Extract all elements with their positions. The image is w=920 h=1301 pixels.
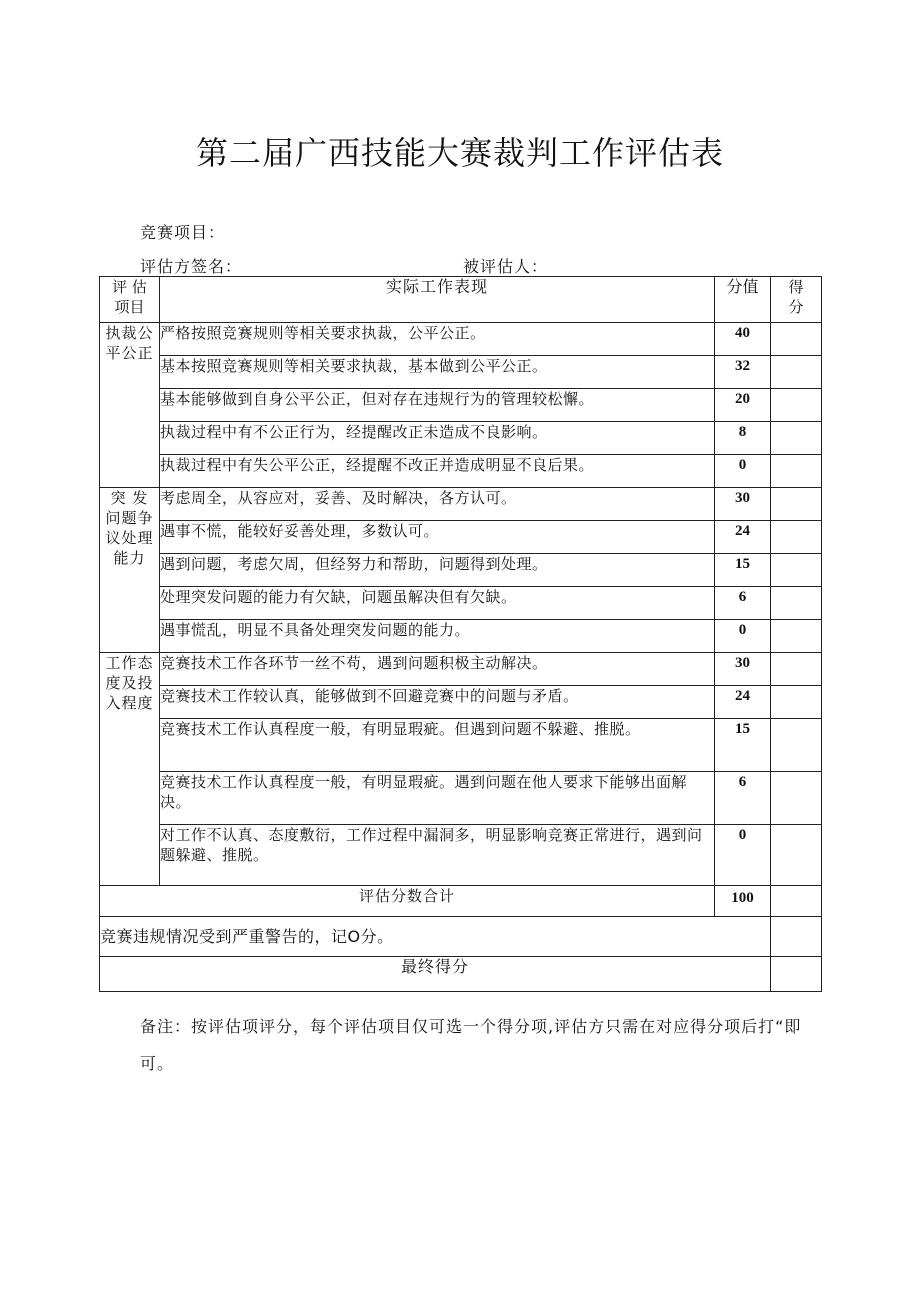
violation-text: 竞赛违规情况受到严重警告的，记O分。 (100, 917, 771, 957)
evaluator-signature-label: 评估方签名： (140, 257, 243, 276)
score-value: 40 (715, 323, 771, 356)
score-value: 6 (715, 772, 771, 825)
score-value: 0 (715, 455, 771, 488)
table-row (100, 422, 822, 455)
page-title: 第二届广西技能大赛裁判工作评估表 (195, 134, 724, 172)
score-value: 30 (715, 488, 771, 521)
obtained-score-cell[interactable] (771, 323, 822, 356)
performance-description: 竞赛技术工作各环节一丝不苟，遇到问题积极主动解决。 (160, 653, 715, 686)
evaluation-table (99, 276, 822, 992)
score-value: 6 (715, 587, 771, 620)
performance-description: 处理突发问题的能力有欠缺，问题虽解决但有欠缺。 (160, 587, 715, 620)
obtained-score-cell[interactable] (771, 653, 822, 686)
obtained-score-cell[interactable] (771, 455, 822, 488)
footnote: 备注：按评估项评分，每个评估项目仅可选一个得分项,评估方只需在对应得分项后打“即可。 (140, 1017, 802, 1073)
table-row (100, 389, 822, 422)
total-obtained-cell[interactable] (771, 886, 822, 917)
header-obtained-score: 得 分 (771, 277, 822, 323)
score-value: 30 (715, 653, 771, 686)
table-row (100, 686, 822, 719)
performance-description: 遇事慌乱，明显不具备处理突发问题的能力。 (160, 620, 715, 653)
performance-description: 基本按照竞赛规则等相关要求执裁，基本做到公平公正。 (160, 356, 715, 389)
score-value: 15 (715, 554, 771, 587)
obtained-score-cell[interactable] (771, 521, 822, 554)
performance-description: 对工作不认真、态度敷衍，工作过程中漏洞多，明显影响竞赛正常进行，遇到问题躲避、推脱。 (160, 825, 715, 886)
obtained-score-cell[interactable] (771, 356, 822, 389)
performance-description: 执裁过程中有不公正行为，经提醒改正未造成不良影响。 (160, 422, 715, 455)
header-row (100, 277, 822, 323)
violation-score-cell[interactable] (771, 917, 822, 957)
obtained-score-cell[interactable] (771, 587, 822, 620)
table-row (100, 620, 822, 653)
score-value: 24 (715, 521, 771, 554)
category-emergency-handling: 突 发 问题争 议处理 能力 (100, 488, 160, 653)
performance-description: 竞赛技术工作认真程度一般，有明显瑕疵。但遇到问题不躲避、推脱。 (160, 719, 715, 772)
table-row (100, 587, 822, 620)
performance-description: 执裁过程中有失公平公正，经提醒不改正并造成明显不良后果。 (160, 455, 715, 488)
score-value: 32 (715, 356, 771, 389)
score-value: 15 (715, 719, 771, 772)
score-value: 24 (715, 686, 771, 719)
performance-description: 遇事不慌，能较好妥善处理，多数认可。 (160, 521, 715, 554)
obtained-score-cell[interactable] (771, 422, 822, 455)
header-score-value: 分值 (715, 277, 771, 323)
performance-description: 竞赛技术工作认真程度一般，有明显瑕疵。遇到问题在他人要求下能够出面解决。 (160, 772, 715, 825)
obtained-score-cell[interactable] (771, 719, 822, 772)
final-score-label: 最终得分 (100, 957, 771, 992)
table-row (100, 323, 822, 356)
obtained-score-cell[interactable] (771, 488, 822, 521)
table-row (100, 521, 822, 554)
evaluatee-label: 被评估人： (463, 257, 549, 276)
obtained-score-cell[interactable] (771, 825, 822, 886)
category-fairness: 执裁公 平公正 (100, 323, 160, 488)
obtained-score-cell[interactable] (771, 686, 822, 719)
performance-description: 遇到问题，考虑欠周，但经努力和帮助，问题得到处理。 (160, 554, 715, 587)
performance-description: 基本能够做到自身公平公正，但对存在违规行为的管理较松懈。 (160, 389, 715, 422)
score-value: 20 (715, 389, 771, 422)
violation-row (100, 917, 822, 957)
total-value: 100 (715, 886, 771, 917)
total-row (100, 886, 822, 917)
score-value: 8 (715, 422, 771, 455)
header-category: 评 估 项目 (100, 277, 160, 323)
obtained-score-cell[interactable] (771, 620, 822, 653)
final-score-row (100, 957, 822, 992)
obtained-score-cell[interactable] (771, 772, 822, 825)
category-work-attitude: 工作态 度及投 入程度 (100, 653, 160, 886)
table-row (100, 653, 822, 686)
table-row (100, 719, 822, 772)
score-value: 0 (715, 620, 771, 653)
performance-description: 考虑周全，从容应对，妥善、及时解决，各方认可。 (160, 488, 715, 521)
performance-description: 严格按照竞赛规则等相关要求执裁，公平公正。 (160, 323, 715, 356)
obtained-score-cell[interactable] (771, 554, 822, 587)
obtained-score-cell[interactable] (771, 389, 822, 422)
header-performance: 实际工作表现 (160, 277, 715, 323)
table-row (100, 488, 822, 521)
competition-label: 竞赛项目： (140, 223, 226, 242)
table-row (100, 356, 822, 389)
table-row (100, 825, 822, 886)
performance-description: 竞赛技术工作较认真，能够做到不回避竞赛中的问题与矛盾。 (160, 686, 715, 719)
total-label: 评估分数合计 (100, 886, 715, 917)
table-row (100, 772, 822, 825)
table-row (100, 554, 822, 587)
score-value: 0 (715, 825, 771, 886)
table-row (100, 455, 822, 488)
final-score-cell[interactable] (771, 957, 822, 992)
